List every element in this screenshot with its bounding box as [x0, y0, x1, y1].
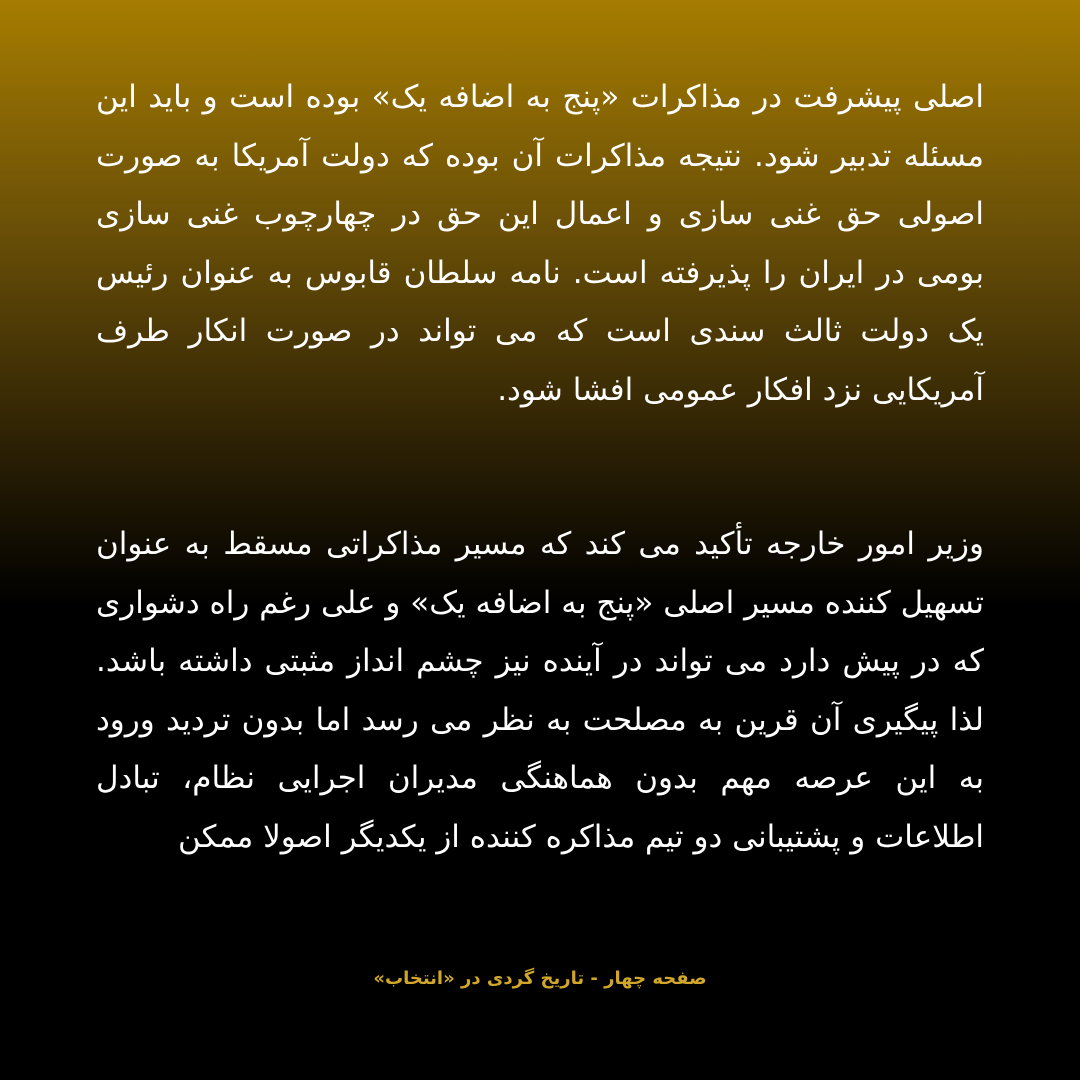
body-paragraph-2: وزیر امور خارجه تأکید می کند که مسیر مذاکراتی مسقط به عنوان تسهیل کننده مسیر اصلی «پنج به اضافه یک» و علی رغم راه دشواری که در پیش دارد می تواند در آینده نیز چشم انداز مثبتی داشته باشد. لذا پیگیری آن قرین به مصلحت به نظر می رسد اما بدون تردید ورود به این عرصه مهم بدون هماهنگی مدیران اجرایی نظام، تبادل اطلاعات و پشتیبانی دو تیم مذاکره کننده از یکدیگر اصولا ممکن — [96, 526, 984, 855]
footer-caption: صفحه چهار - تاریخ گردی در «انتخاب» — [373, 968, 707, 989]
body-paragraph-1: اصلی پیشرفت در مذاکرات «پنج به اضافه یک» بوده است و باید این مسئله تدبیر شود. نتیجه مذاکرات آن بوده که دولت آمریکا به صورت اصولی حق غنی سازی و اعمال این حق در چهارچوب غنی سازی بومی در ایران را پذیرفته است. نامه سلطان قابوس به عنوان رئیس یک دولت ثالث سندی است که می تواند در صورت انکار طرف آمریکایی نزد افکار عمومی افشا شود. — [96, 79, 984, 408]
